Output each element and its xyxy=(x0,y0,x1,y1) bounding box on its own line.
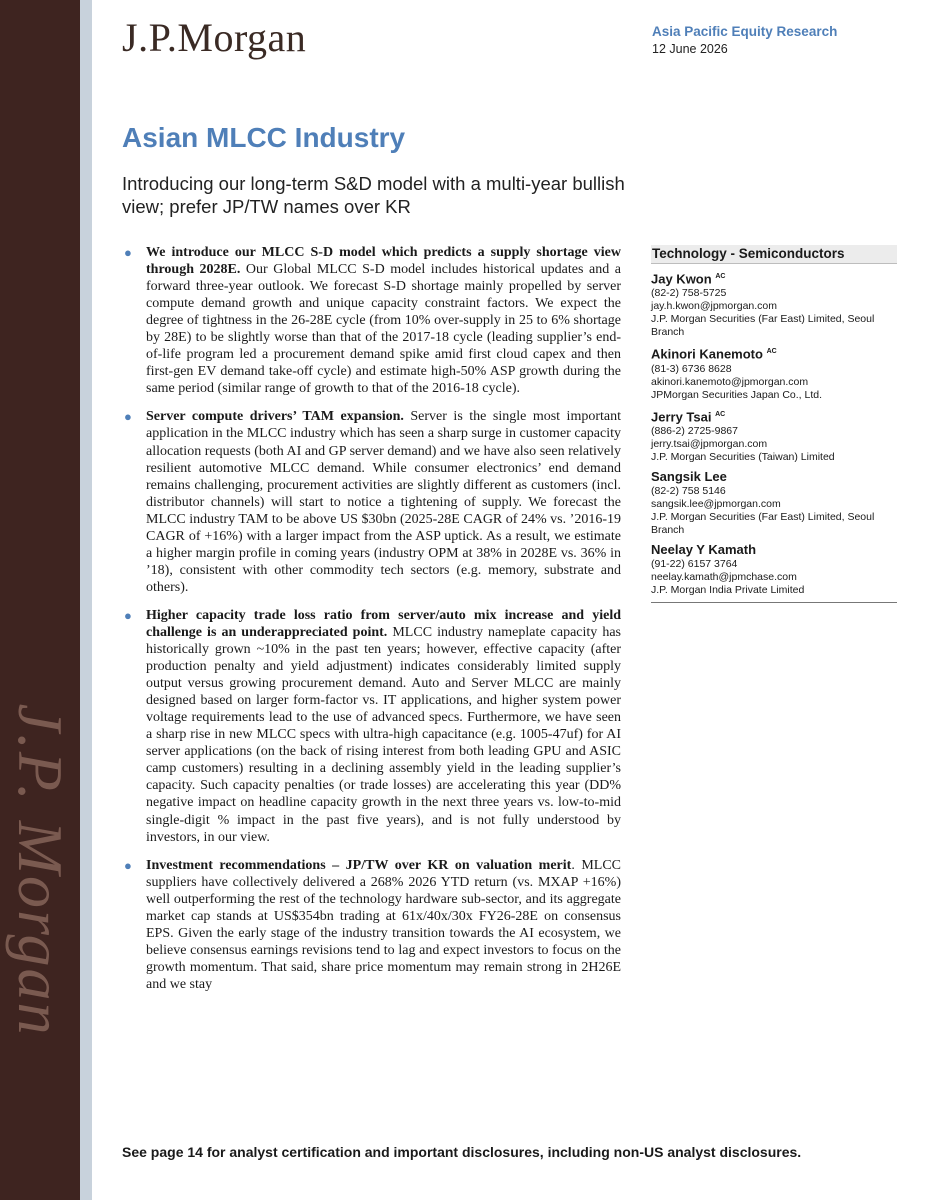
summary-bullet xyxy=(122,857,621,993)
analyst-name: Neelay Y Kamath xyxy=(651,541,757,557)
summary-bullet xyxy=(122,607,621,846)
bullet-icon: ● xyxy=(124,607,132,623)
panel-divider xyxy=(651,602,897,603)
analyst-card xyxy=(651,344,897,401)
analyst-name: Sangsik Lee xyxy=(651,468,727,484)
bullet-text: MLCC industry nameplate capacity has historically grown ~10% in the past ten years; however, effective capacity (after production penalty and yield adjustment) indicates considerably limited supply output versus growing procurement demand. Auto and Server MLCC are mainly designed based on larger form-factor vs. IT applications, and higher system power voltage requirements lead to the use of advanced specs. Furthermore, we have seen a sharp rise in new MLCC specs with ultra-high capacitance (e.g. 1005-47uf) for AI server applications (on the back of rising interest from both leading GPU and ASIC camp customers) resulting in a declining assembly yield in the leading supplier’s capacity. Such capacity penalties (or trade losses) are accelerating this year (DD% negative impact on headline capacity growth in the next three years vs. low-to-mid single-digit % impact in the past five years), and is not fully understood by investors, in our view. xyxy=(146,624,621,845)
bullet-icon: ● xyxy=(124,857,132,873)
summary-bullet xyxy=(122,244,621,397)
analyst-card xyxy=(651,269,897,339)
bullet-lead: We introduce our MLCC S-D model which predicts a supply shortage view through 2028E. xyxy=(146,245,621,278)
analyst-phone: (81-3) 6736 8628 xyxy=(651,362,732,375)
analyst-phone: (886-2) 2725-9867 xyxy=(651,424,738,437)
analyst-entity: JPMorgan Securities Japan Co., Ltd. xyxy=(651,388,823,401)
bullet-lead: Server compute drivers’ TAM expansion. xyxy=(146,409,404,425)
analyst-card xyxy=(651,407,897,464)
analyst-entity: J.P. Morgan Securities (Far East) Limited, Seoul Branch xyxy=(651,313,875,339)
summary-body xyxy=(122,244,621,1004)
brand-sidebar xyxy=(0,0,80,1200)
report-title: Asian MLCC Industry xyxy=(122,122,406,153)
bullet-icon: ● xyxy=(124,409,132,425)
analyst-entity: J.P. Morgan Securities (Taiwan) Limited xyxy=(651,450,835,463)
analyst-email[interactable]: sangsik.lee@jpmorgan.com xyxy=(651,497,781,510)
analyst-phone: (82-2) 758 5146 xyxy=(651,484,726,497)
disclosure-footer: See page 14 for analyst certification and important disclosures, including non-US analyst disclosures. xyxy=(122,1144,802,1160)
analyst-card xyxy=(651,542,897,597)
jpmorgan-logo: J.P.Morgan xyxy=(122,15,307,60)
bullet-text: . MLCC suppliers have collectively delivered a 268% 2026 YTD return (vs. MXAP +16%) well outperforming the rest of the technology hardware sub-sector, and its aggregate market cap stands at US$354bn trading at 61x/40x/30x FY26-28E on consensus EPS. Given the early stage of the industry transition towards the AI ecosystem, we believe consensus earnings revisions tend to lag and expect investors to focus on the growth momentum. That said, share price momentum may remain strong in 2H26E and we stay xyxy=(146,857,621,992)
analyst-phone: (91-22) 6157 3764 xyxy=(651,557,738,570)
summary-bullet xyxy=(122,408,621,596)
bullet-icon: ● xyxy=(124,245,132,260)
sidebar-strip xyxy=(80,0,92,1200)
analyst-name: Jerry Tsai $^{AC}$ xyxy=(651,408,726,424)
analyst-email[interactable]: jay.h.kwon@jpmorgan.com xyxy=(651,300,778,313)
analyst-entity: J.P. Morgan India Private Limited xyxy=(651,583,805,596)
report-subtitle: Introducing our long-term S&D model with a multi-year bullish view; prefer JP/TW names over KR xyxy=(122,173,625,217)
bullet-text: Server is the single most important application in the MLCC industry which has seen a sharp surge in customer capacity allocation requests (both AI and GP server demand) and we have also seen relatively resilient automotive MLCC demand. While consumer electronics’ end demand remains challenging, procurement activities are slightly different as customers (incl. distributor channels) will start to notice a tightening of supply. We forecast the MLCC industry TAM to be above US $30bn (2025-28E CAGR of 24% vs. ’2016-19 CAGR of +16%) with a larger impact from the ASP uptick. As a result, we estimate a higher margin profile in coming years (industry OPM at 38% in 2028E vs. 36% in ’18), consistent with other commodity tech sectors (e.g. memory, substrate and others). xyxy=(146,409,621,595)
ac-badge: AC xyxy=(715,273,726,280)
analyst-email[interactable]: akinori.kanemoto@jpmorgan.com xyxy=(651,375,809,388)
analyst-card xyxy=(651,469,897,537)
analyst-email[interactable]: jerry.tsai@jpmorgan.com xyxy=(651,437,768,450)
ac-badge: AC xyxy=(766,348,777,356)
bullet-lead: Higher capacity trade loss ratio from server/auto mix increase and yield challenge is an underappreciated point. xyxy=(146,607,621,640)
analyst-panel xyxy=(651,245,897,603)
bullet-lead: Investment recommendations – JP/TW over KR on valuation merit xyxy=(146,857,572,873)
bullet-text: Our Global MLCC S-D model includes historical updates and a forward three-year outlook. We forecast S-D shortage mainly propelled by server compute demand growth and unique capacity constraint factors. We expect the degree of tightness in the 26-28E cycle (from 10% over-supply in 25 to 6% shortage by 28E) to be slightly worse than that of the 2017-18 cycle (leading supplier’s end-of-life program led a procurement demand spike amid first cloud capex and then first-gen EV demand take-off cycle) and estimate high-50% ASP growth during the same period (similar range of growth to that of the 2016-18 cycle). xyxy=(146,262,621,397)
report-date: 12 June 2026 xyxy=(652,42,728,56)
ac-badge: AC xyxy=(715,410,726,418)
analyst-entity: J.P. Morgan Securities (Far East) Limited, Seoul Branch xyxy=(651,510,875,536)
jpmorgan-watermark: J.P. Morgan xyxy=(5,703,76,1037)
research-section: Asia Pacific Equity Research xyxy=(652,24,838,39)
analyst-phone: (82-2) 758-5725 xyxy=(651,287,727,300)
analyst-name: Akinori Kanemoto $^{AC}$ xyxy=(651,346,777,362)
sector-heading: Technology - Semiconductors xyxy=(651,245,897,264)
report-header xyxy=(652,24,837,56)
analyst-email[interactable]: neelay.kamath@jpmchase.com xyxy=(651,570,797,583)
analyst-name: Jay Kwon $^{AC}$ xyxy=(651,271,726,287)
